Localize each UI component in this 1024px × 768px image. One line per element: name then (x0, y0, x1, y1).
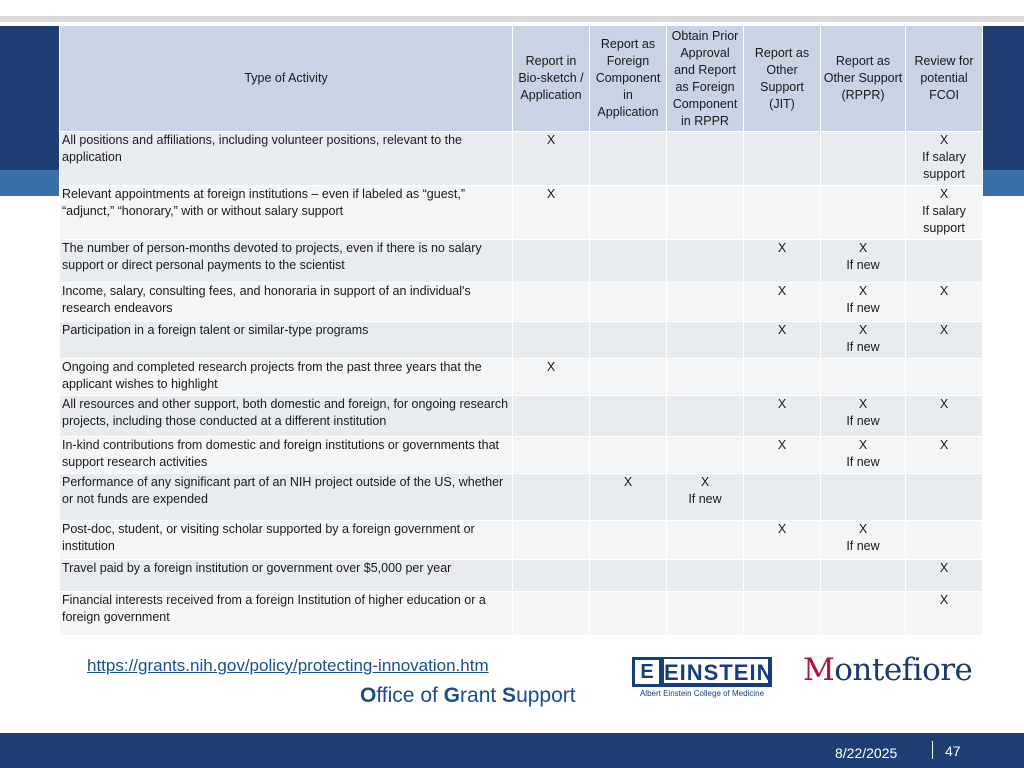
requirement-cell (667, 322, 744, 359)
footer-separator (932, 741, 933, 759)
activity-cell: Financial interests received from a foreign Institution of higher education or a foreign government (60, 592, 513, 636)
table-row (60, 474, 983, 521)
requirement-cell (744, 474, 821, 521)
requirement-cell (821, 359, 906, 396)
requirement-cell (513, 240, 590, 283)
office-word-ffice: ffice of (376, 684, 444, 707)
requirement-cell (590, 521, 667, 560)
table-row (60, 521, 983, 560)
activity-cell: The number of person-months devoted to projects, even if there is no salary support or direct personal payments to the scientist (60, 240, 513, 283)
requirement-cell (821, 132, 906, 186)
requirement-cell: X (744, 240, 821, 283)
requirement-cell (513, 592, 590, 636)
activity-cell: Income, salary, consulting fees, and honoraria in support of an individual's research endeavors (60, 283, 513, 322)
requirement-cell (744, 592, 821, 636)
header-prior-approval: Obtain Prior Approval and Report as Foreign Component in RPPR (667, 26, 744, 132)
requirement-cell (513, 322, 590, 359)
einstein-logo-subtitle: Albert Einstein College of Medicine (639, 689, 765, 698)
requirement-cell: X (906, 322, 983, 359)
requirement-cell (590, 437, 667, 474)
table-row (60, 132, 983, 186)
requirement-cell (590, 592, 667, 636)
footer-bar (0, 733, 1024, 768)
requirement-cell: X If new (821, 283, 906, 322)
header-other-support-rppr: Report as Other Support (RPPR) (821, 26, 906, 132)
header-biosketch: Report in Bio-sketch / Application (513, 26, 590, 132)
table-row (60, 186, 983, 240)
requirement-cell (590, 322, 667, 359)
table-row (60, 592, 983, 636)
activity-cell: In-kind contributions from domestic and foreign institutions or governments that support research activities (60, 437, 513, 474)
requirement-cell (821, 474, 906, 521)
requirement-cell (667, 283, 744, 322)
requirement-cell (667, 437, 744, 474)
montefiore-logo-m: M (803, 652, 835, 688)
montefiore-logo-rest: ontefiore (834, 652, 973, 688)
table-row (60, 283, 983, 322)
requirement-cell (906, 240, 983, 283)
table-row (60, 359, 983, 396)
activity-cell: Relevant appointments at foreign institutions – even if labeled as “guest,” “adjunct,” “honorary,” with or without salary support (60, 186, 513, 240)
requirement-cell (590, 560, 667, 592)
requirement-cell (744, 186, 821, 240)
requirement-cell (906, 359, 983, 396)
footer-date: 8/22/2025 (835, 745, 898, 761)
table-row (60, 322, 983, 359)
requirement-cell (906, 474, 983, 521)
requirement-cell: X If salary support (906, 186, 983, 240)
requirement-cell (667, 560, 744, 592)
office-word-rant: rant (460, 684, 503, 707)
page-number: 47 (945, 743, 961, 759)
requirement-cell (906, 521, 983, 560)
einstein-logo-mark: E (635, 660, 659, 684)
requirement-cell (590, 132, 667, 186)
requirement-cell: X (744, 396, 821, 437)
table-header-row (60, 26, 983, 132)
requirement-cell (821, 560, 906, 592)
activity-cell: Ongoing and completed research projects from the past three years that the applicant wishes to highlight (60, 359, 513, 396)
requirement-cell: X (906, 396, 983, 437)
office-initial-g: G (443, 684, 461, 707)
header-other-support-jit: Report as Other Support (JIT) (744, 26, 821, 132)
table-row (60, 437, 983, 474)
requirement-cell: X If new (821, 396, 906, 437)
requirement-cell: X (744, 322, 821, 359)
requirement-cell (590, 359, 667, 396)
activity-cell: Performance of any significant part of an NIH project outside of the US, whether or not funds are expended (60, 474, 513, 521)
requirement-cell: X (906, 283, 983, 322)
office-initial-o: O (360, 684, 377, 707)
office-of-grant-support (360, 684, 576, 708)
requirement-cell (513, 560, 590, 592)
requirement-cell (667, 186, 744, 240)
requirement-cell (744, 359, 821, 396)
requirement-cell (667, 521, 744, 560)
table-row (60, 560, 983, 592)
requirement-cell: X If new (667, 474, 744, 521)
requirement-cell: X If new (821, 240, 906, 283)
requirement-cell: X (906, 592, 983, 636)
requirement-cell (590, 186, 667, 240)
requirement-cell (667, 240, 744, 283)
requirement-cell: X (744, 521, 821, 560)
office-initial-s: S (502, 684, 517, 707)
left-accent-bar (0, 26, 60, 196)
montefiore-logo (803, 652, 972, 688)
header-type-of-activity: Type of Activity (60, 26, 513, 132)
requirement-cell (513, 474, 590, 521)
requirement-cell (590, 396, 667, 437)
requirement-cell: X (513, 359, 590, 396)
requirement-cell: X If new (821, 322, 906, 359)
protecting-innovation-link[interactable]: https://grants.nih.gov/policy/protecting-innovation.htm (87, 656, 489, 675)
einstein-logo (632, 657, 772, 699)
requirement-cell (590, 240, 667, 283)
requirement-cell (513, 283, 590, 322)
requirement-cell: X If new (821, 521, 906, 560)
requirement-cell: X If salary support (906, 132, 983, 186)
activity-cell: All positions and affiliations, including volunteer positions, relevant to the application (60, 132, 513, 186)
requirement-cell: X (590, 474, 667, 521)
requirement-cell (667, 359, 744, 396)
table-row (60, 396, 983, 437)
requirement-cell (513, 396, 590, 437)
activity-cell: Post-doc, student, or visiting scholar supported by a foreign government or institution (60, 521, 513, 560)
requirement-cell: X (906, 560, 983, 592)
requirement-cell: X (513, 186, 590, 240)
table-row (60, 240, 983, 283)
requirement-cell: X (906, 437, 983, 474)
header-fcoi: Review for potential FCOI (906, 26, 983, 132)
requirement-cell (667, 592, 744, 636)
office-word-upport: upport (516, 684, 576, 707)
requirement-cell (744, 132, 821, 186)
activity-cell: All resources and other support, both domestic and foreign, for ongoing research projects, including those conducted at a different institution (60, 396, 513, 437)
requirement-cell (513, 437, 590, 474)
top-divider (0, 16, 1024, 22)
activity-cell: Travel paid by a foreign institution or government over $5,000 per year (60, 560, 513, 592)
requirement-cell (744, 560, 821, 592)
requirement-cell (513, 521, 590, 560)
einstein-logo-wordmark: EINSTEIN (662, 657, 770, 685)
requirement-cell (667, 396, 744, 437)
requirement-cell: X (744, 283, 821, 322)
requirement-cell (667, 132, 744, 186)
right-accent-bar (980, 26, 1024, 196)
requirement-cell: X If new (821, 437, 906, 474)
header-foreign-component: Report as Foreign Component in Application (590, 26, 667, 132)
activity-reporting-table (59, 25, 983, 636)
requirement-cell (590, 283, 667, 322)
activity-cell: Participation in a foreign talent or similar-type programs (60, 322, 513, 359)
requirement-cell (821, 186, 906, 240)
requirement-cell: X (744, 437, 821, 474)
requirement-cell: X (513, 132, 590, 186)
requirement-cell (821, 592, 906, 636)
